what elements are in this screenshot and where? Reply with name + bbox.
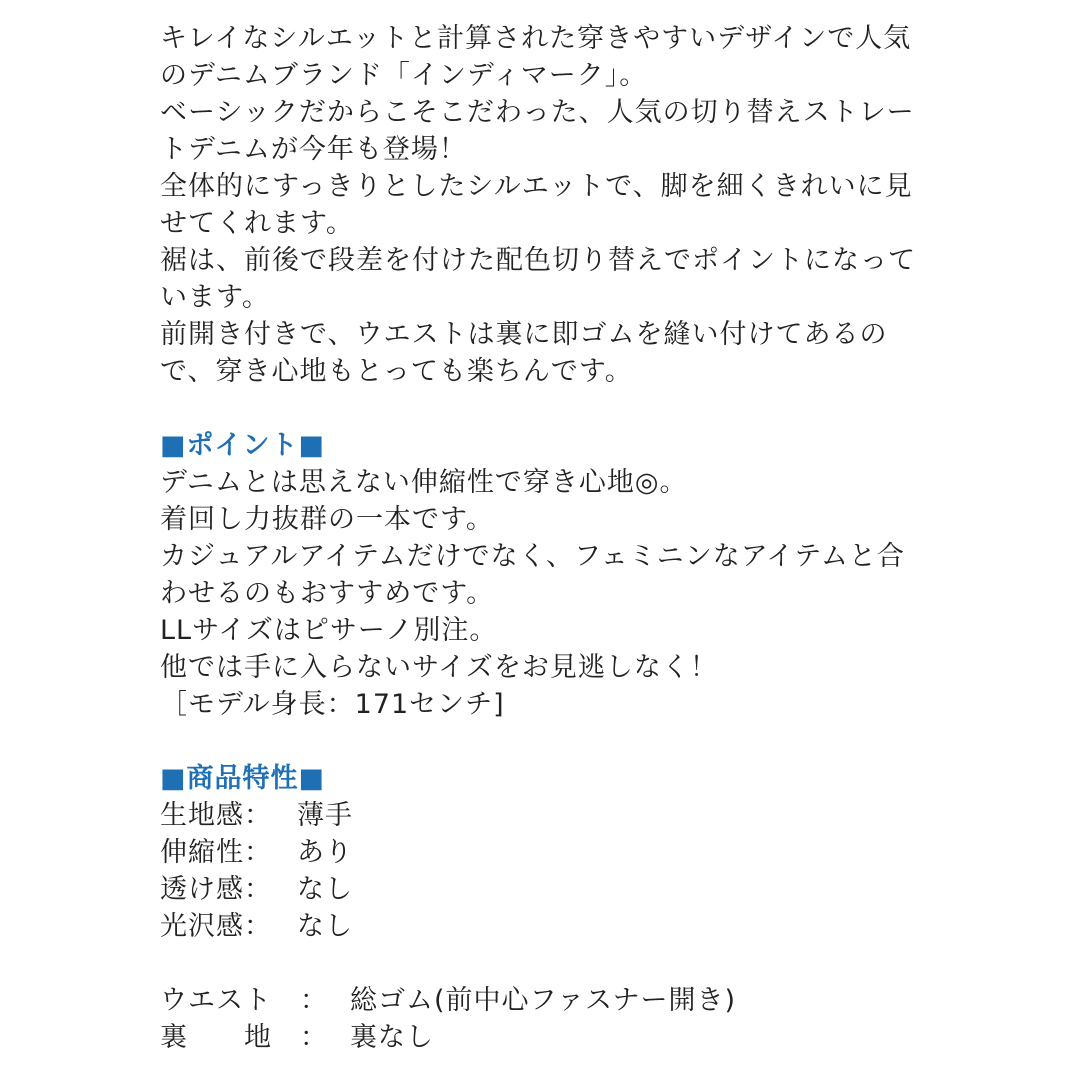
feature-value: なし — [297, 911, 353, 942]
feature-row-stretch — [160, 834, 920, 871]
description-line: で、穿き心地もとっても楽ちんです。 — [160, 356, 633, 387]
feature-row-gloss — [160, 908, 920, 945]
point-line: 他では手に入らないサイズをお見逃しなく！ — [160, 652, 718, 683]
spacer — [160, 390, 920, 427]
point-line: カジュアルアイテムだけでなく、フェミニンなアイテムと合 — [160, 541, 905, 572]
point-line: ［モデル身長：171センチ] — [160, 689, 505, 720]
spec-row-lining — [160, 1019, 920, 1056]
spec-value: 裏なし — [350, 1022, 434, 1053]
feature-value: あり — [297, 837, 353, 868]
specs-list — [160, 982, 920, 1056]
description-line: のデニムブランド「インディマーク」。 — [160, 60, 648, 91]
description-paragraph — [160, 20, 920, 390]
description-line: キレイなシルエットと計算された穿きやすいデザインで人気 — [160, 23, 912, 54]
description-line: せてくれます。 — [160, 208, 354, 239]
spec-label: ウエスト — [160, 985, 272, 1016]
spec-row-waist — [160, 982, 920, 1019]
point-line: 着回し力抜群の一本です。 — [160, 504, 494, 535]
point-line: わせるのもおすすめです。 — [160, 578, 495, 609]
point-heading: ■ポイント■ — [160, 430, 326, 461]
spec-label: 裏 地 — [160, 1022, 272, 1053]
spacer — [160, 723, 920, 760]
feature-row-sheerness — [160, 871, 920, 908]
feature-label: 生地感： — [160, 800, 272, 831]
spec-value: 総ゴム(前中心ファスナー開き) — [350, 985, 736, 1016]
feature-label: 透け感： — [160, 874, 272, 905]
feature-label: 伸縮性： — [160, 837, 272, 868]
description-line: 裾は、前後で段差を付けた配色切り替えでポイントになって — [160, 245, 916, 276]
point-list — [160, 464, 920, 723]
description-line: 前開き付きで、ウエストは裏に即ゴムを縫い付けてあるの — [160, 319, 888, 350]
features-list — [160, 797, 920, 945]
feature-value: 薄手 — [297, 800, 353, 831]
spec-colon: ： — [300, 985, 327, 1016]
spacer — [160, 945, 920, 982]
point-line: LLサイズはピサーノ別注。 — [160, 615, 498, 646]
feature-row-fabric — [160, 797, 920, 834]
description-line: 全体的にすっきりとしたシルエットで、脚を細くきれいに見 — [160, 171, 913, 202]
feature-label: 光沢感： — [160, 911, 272, 942]
description-line: トデニムが今年も登場！ — [160, 134, 467, 165]
description-line: ベーシックだからこそこだわった、人気の切り替えストレー — [160, 97, 915, 128]
spec-colon: ： — [300, 1022, 327, 1053]
feature-value: なし — [297, 874, 353, 905]
product-description — [160, 20, 920, 1056]
description-line: います。 — [160, 282, 270, 313]
point-line: デニムとは思えない伸縮性で穿き心地◎。 — [160, 467, 688, 498]
features-heading: ■商品特性■ — [160, 763, 326, 794]
